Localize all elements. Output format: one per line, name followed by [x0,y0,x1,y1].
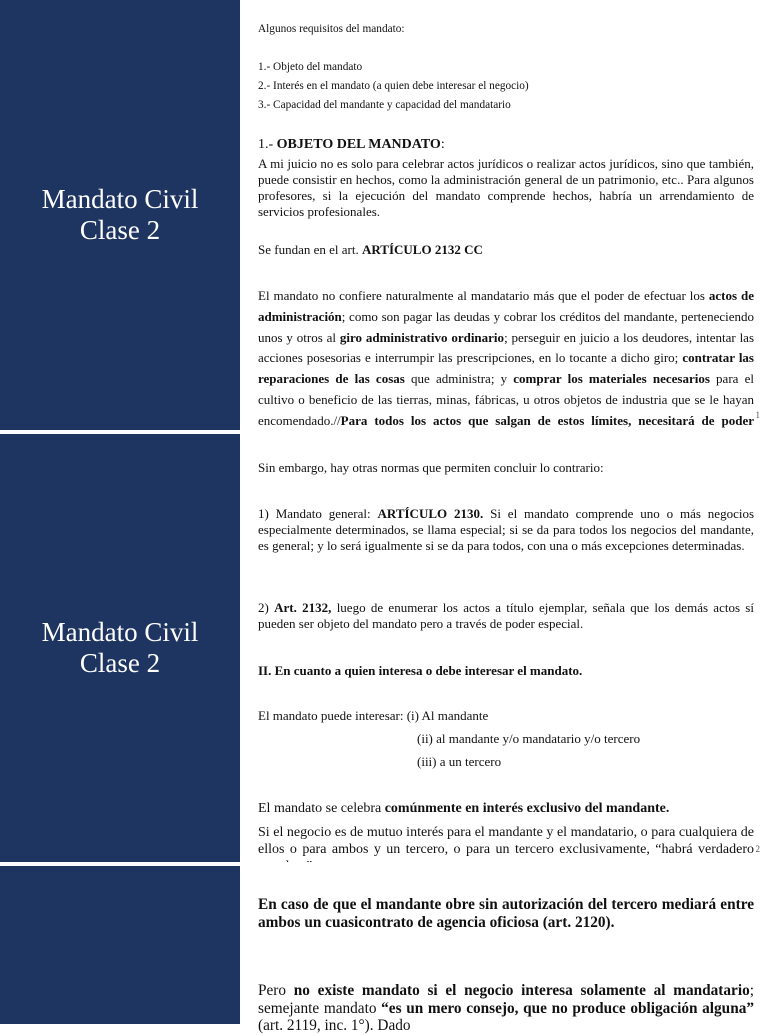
slide-sidebar [0,434,240,862]
slide-sidebar [0,0,240,430]
art2132-text: luego de enumerar los actos a título ejemplar, señala que los demás actos sí pueden ser objeto del mandato pero a través de poder especial. [258,600,754,631]
pero-text-3: (art. 2119, inc. 1°). Dado [258,1017,411,1034]
article-text-4: que administra; y [404,371,514,387]
celebra-prefix: El mandato se celebra [258,801,385,816]
art2132-prefix: 2) [258,600,275,615]
pero-text-2: ; semejante mandato [258,982,754,1017]
pero-text-1: Pero [258,982,294,999]
article-bold-2: giro administrativo ordinario [339,329,505,345]
mero-consejo-paragraph [258,982,754,1035]
article-text-1: El mandato no confiere naturalmente al mandatario más que el poder de efectuar los [258,288,709,303]
slide-title [42,617,199,679]
slide-sidebar [0,866,240,1024]
general-text: Si el mandato comprende uno o más negocios especialmente determinados, se llama especial; si se da para todos los negocios del mandante, es general; y lo será igualmente si se da para todos, con una o más excepciones determinadas. [258,506,755,553]
section-heading-interes: II. En cuanto a quien interesa o debe interesar el mandato. [258,663,583,678]
slide-1 [0,0,768,430]
article-bold-1: actos de administración [258,288,754,324]
slide-title-line1: Mandato Civil [41,184,199,214]
art-2132-paragraph [258,600,754,632]
contrary-intro: Sin embargo, hay otras normas que permiten concluir lo contrario: [258,460,604,475]
requirement-item-3: 3.- Capacidad del mandante y capacidad del mandatario [258,99,511,111]
article-text-3: ; perseguir en juicio a los deudores, intentar las acciones posesorias e interrumpir las prescripciones, en lo tocante a dicho giro; [258,329,755,366]
article-text-5: para el cultivo o beneficio de las tierras, minas, fábricas, u otros objetos de industria que se le hayan encomendado.// [258,371,754,428]
article-text-2: ; como son pagar las deudas y cobrar los créditos del mandante, perteneciendo unos y otros al [258,308,754,345]
article-bold-4: comprar los materiales necesarios [513,371,710,387]
requirements-intro: Algunos requisitos del mandato: [258,23,405,35]
slide-2 [0,434,768,862]
general-prefix: 1) Mandato general: [258,506,378,521]
pero-bold-1: no existe mandato si el negocio interesa solamente al mandatario [293,982,750,999]
fundan-prefix: Se fundan en el art. [258,242,362,257]
objeto-paragraph: A mi juicio no es solo para celebrar actos jurídicos o realizar actos jurídicos, sino que también, puede consistir en hechos, como la administración general de un patrimonio, etc.. Para algunos profesores, si la ejecución del mandato comprende hechos, habría un arrendamiento de servicios profesionales. [258,156,754,219]
heading-bold: OBJETO DEL MANDATO [276,137,441,152]
requirement-item-2: 2.- Interés en el mandato (a quien debe interesar el negocio) [258,80,529,92]
mandato-general-paragraph [258,506,754,554]
slide-3 [0,866,768,1034]
slide-title-line1: Mandato Civil [41,617,199,647]
celebra-line [258,800,754,817]
celebra-bold: comúnmente en interés exclusivo del mandante. [384,801,670,816]
heading-suffix: : [440,137,445,152]
page-number: 2 [755,844,760,854]
slide-title-line2: Clase 2 [79,648,161,678]
page-number: 1 [755,410,760,420]
slide-title-line2: Clase 2 [79,215,161,245]
article-2132-text [258,286,754,426]
article-bold-5: Para todos los actos que salgan de estos límites, necesitará de poder [340,412,754,428]
agencia-oficiosa-paragraph: En caso de que el mandante obre sin autorización del tercero mediará entre ambos un cuasicontrato de agencia oficiosa (art. 2120). [258,896,754,931]
art2132-bold: Art. 2132, [274,600,332,615]
fundan-article: ARTÍCULO 2132 CC [361,242,483,257]
requirement-item-1: 1.- Objeto del mandato [258,61,363,73]
interes-item-1: El mandato puede interesar: (i) Al mandante [258,708,489,723]
heading-prefix: 1.- [258,137,277,152]
section-heading-objeto [258,136,754,153]
interes-item-3: (iii) a un tercero [417,754,502,769]
interes-item-2: (ii) al mandante y/o mandatario y/o tercero [417,731,641,746]
general-article: ARTÍCULO 2130. [377,506,484,521]
pero-bold-2: “es un mero consejo, que no produce obligación alguna” [381,999,754,1017]
article-bold-3: contratar las reparaciones de las cosas [258,350,754,387]
fundan-line [258,242,754,258]
slide-title [42,184,199,246]
mutuo-paragraph: Si el negocio es de mutuo interés para el mandante y el mandatario, o para cualquiera de ellos o para ambos y un tercero, o para un tercero exclusivamente, “habrá verdadero [258,825,754,857]
